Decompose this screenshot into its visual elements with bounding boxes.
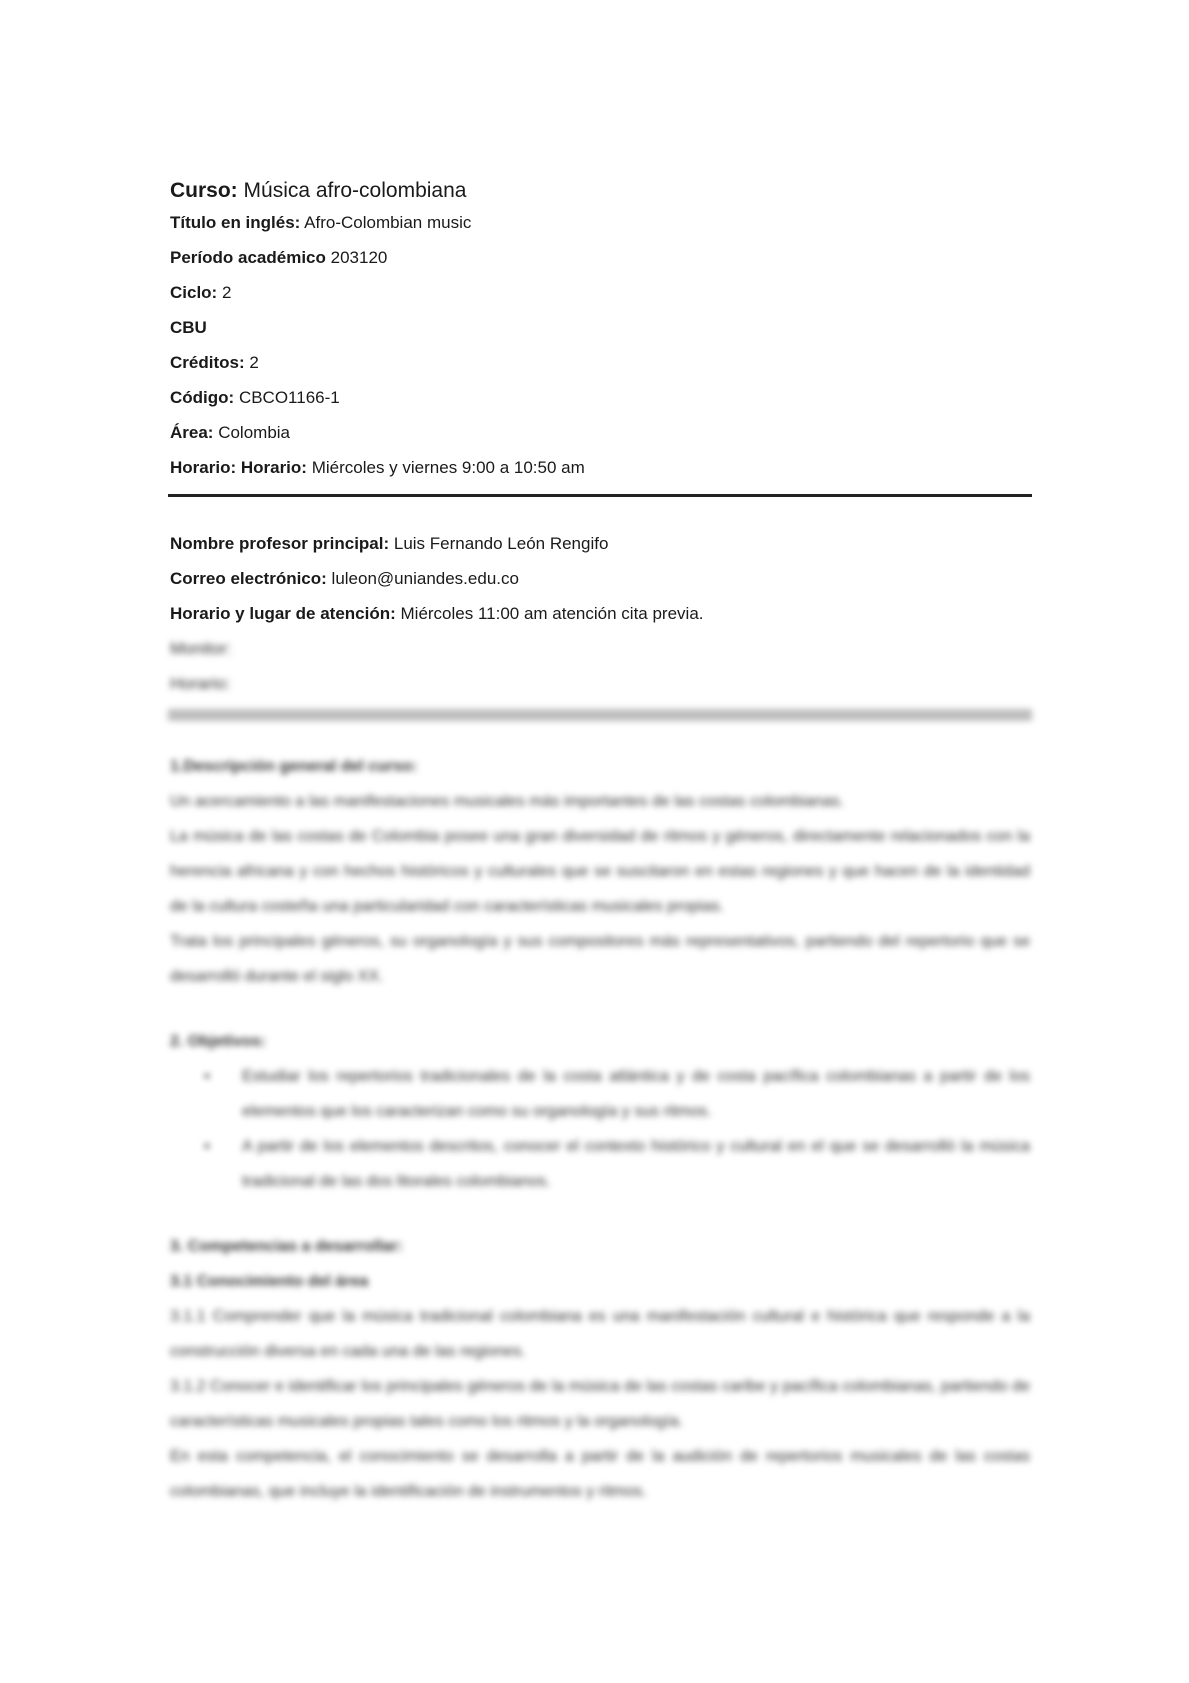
field-value: Afro-Colombian music bbox=[304, 213, 472, 232]
field-value: 2 bbox=[221, 283, 232, 302]
field-label: Ciclo: bbox=[170, 283, 218, 302]
monitor-label: Monitor: bbox=[170, 639, 232, 658]
field-label: Período académico bbox=[170, 248, 326, 267]
field-value: Luis Fernando León Rengifo bbox=[393, 534, 609, 553]
field-value: 203120 bbox=[330, 248, 388, 267]
field-credits bbox=[170, 351, 1030, 386]
field-office-hours bbox=[170, 602, 1030, 637]
section-divider bbox=[168, 709, 1032, 721]
field-label: Título en inglés: bbox=[170, 213, 301, 232]
section-objectives bbox=[170, 1024, 1030, 1199]
list-item: ▪ Estudiar los repertorios tradicionales de la costa atlántica y de costa pacífica colombianas a partir de los elementos que los caracterizan como su organología y sus ritmos. bbox=[242, 1059, 1030, 1129]
paragraph: 3.1.1 Comprender que la música tradicional colombiana es una manifestación cultural e histórica que responde a la construcción diversa en cada una de las regiones. bbox=[170, 1308, 1030, 1360]
field-value: Miércoles 11:00 am atención cita previa. bbox=[400, 604, 704, 623]
paragraph: Un acercamiento a las manifestaciones musicales más importantes de las costas colombianas. bbox=[170, 793, 845, 810]
field-value: luleon@uniandes.edu.co bbox=[331, 569, 519, 588]
section-description bbox=[170, 749, 1030, 994]
list-item: ▪ A partir de los elementos descritos, conocer el contexto histórico y cultural en el que se desarrolló la música tradicional de las dos litorales colombianos. bbox=[242, 1129, 1030, 1199]
course-name: Música afro-colombiana bbox=[243, 179, 467, 202]
course-label: Curso: bbox=[170, 179, 238, 202]
field-value: Miércoles y viernes 9:00 a 10:50 am bbox=[311, 458, 585, 477]
field-cbu bbox=[170, 316, 1030, 351]
section-competencies bbox=[170, 1229, 1030, 1509]
field-label: CBU bbox=[170, 318, 207, 337]
section-title: 2. Objetivos: bbox=[170, 1033, 267, 1050]
field-schedule bbox=[170, 456, 1030, 491]
field-professor-name bbox=[170, 532, 1030, 567]
section-title: 1.Descripción general del curso: bbox=[170, 758, 418, 775]
paragraph: La música de las costas de Colombia posee una gran diversidad de ritmos y géneros, directamente relacionados con la herencia africana y con hechos históricos y culturales que se suscitaron en estas regiones y que hacen de la identidad de la cultura costeña una particularidad con características musicales propias. bbox=[170, 828, 1030, 915]
section-title: 3. Competencias a desarrollar: bbox=[170, 1238, 403, 1255]
field-value: Colombia bbox=[218, 423, 291, 442]
field-value: 2 bbox=[249, 353, 259, 372]
field-label: Correo electrónico: bbox=[170, 569, 327, 588]
field-label: Horario: Horario: bbox=[170, 458, 307, 477]
subsection-title: 3.1 Conocimiento del área bbox=[170, 1273, 369, 1290]
field-value: CBCO1166-1 bbox=[238, 388, 340, 407]
blurred-content bbox=[170, 637, 1030, 1509]
field-label: Código: bbox=[170, 388, 235, 407]
field-label: Nombre profesor principal: bbox=[170, 534, 390, 553]
field-area bbox=[170, 421, 1030, 456]
paragraph: 3.1.2 Conocer e identificar los principales géneros de la música de las costas caribe y pacífica colombianas, partiendo de características musicales propias tales como los ritmos y la organología. bbox=[170, 1378, 1030, 1430]
field-label: Horario y lugar de atención: bbox=[170, 604, 396, 623]
header-divider bbox=[168, 494, 1032, 497]
objectives-list bbox=[170, 1059, 1030, 1199]
monitor-schedule-label: Horario: bbox=[170, 674, 231, 693]
field-email bbox=[170, 567, 1030, 602]
paragraph: Trata los principales géneros, su organología y sus compositores más representativos, partiendo del repertorio que se desarrolló durante el siglo XX. bbox=[170, 933, 1030, 985]
field-english-title bbox=[170, 211, 1030, 246]
course-title bbox=[170, 176, 1030, 206]
field-label: Créditos: bbox=[170, 353, 245, 372]
field-cycle bbox=[170, 281, 1030, 316]
paragraph: En esta competencia, el conocimiento se desarrolla a partir de la audición de repertorios musicales de las costas colombianas, que incluye la identificación de instrumentos y ritmos. bbox=[170, 1448, 1030, 1500]
field-label: Área: bbox=[170, 423, 214, 442]
syllabus-page bbox=[170, 176, 1030, 1509]
field-code bbox=[170, 386, 1030, 421]
course-info bbox=[170, 211, 1030, 491]
professor-info bbox=[170, 532, 1030, 637]
field-academic-period bbox=[170, 246, 1030, 281]
